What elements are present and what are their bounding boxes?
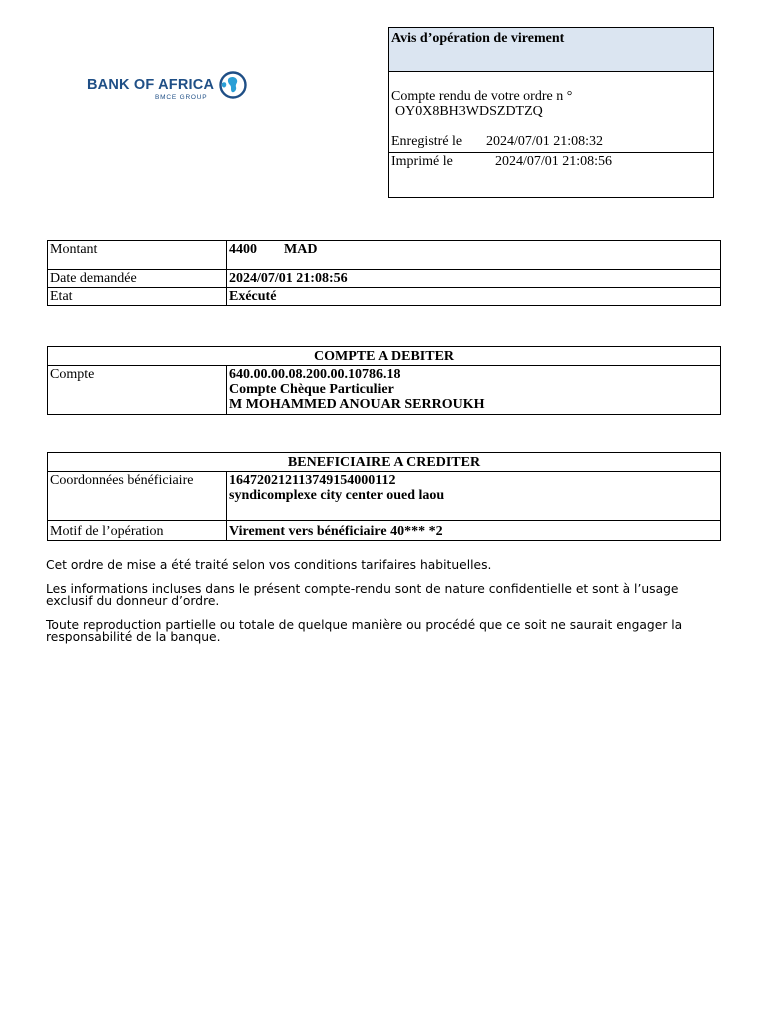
bank-logo [87,70,247,104]
logo-name: BANK OF AFRICA [87,77,215,93]
order-number: OY0X8BH3WDSZDTZQ [395,104,543,119]
notes [46,559,726,655]
montant-label: Montant [48,241,227,270]
table-row [48,270,721,288]
debit-table [47,346,721,415]
table-row [48,241,721,270]
beneficiary-details [227,472,721,521]
table-row [48,347,721,366]
coord-label: Coordonnées bénéficiaire [48,472,227,521]
etat-value: Exécuté [227,288,721,306]
avis-title: Avis d’opération de virement [389,28,713,72]
table-row [48,453,721,472]
globe-icon [218,70,248,100]
account-number: 640.00.00.08.200.00.10786.18 [229,367,401,382]
account-holder: M MOHAMMED ANOUAR SERROUKH [229,397,485,412]
avis-box [388,27,714,198]
imprime-value: 2024/07/01 21:08:56 [495,154,613,169]
account-type: Compte Chèque Particulier [229,382,394,397]
debit-details [227,366,721,415]
motif-value: Virement vers bénéficiaire 40*** *2 [227,521,721,541]
currency: MAD [284,242,318,257]
beneficiary-name: syndicomplexe city center oued laou [229,488,445,503]
date-label: Date demandée [48,270,227,288]
compte-rendu-label: Compte rendu de votre ordre n ° [391,89,573,104]
enregistre-value: 2024/07/01 21:08:32 [486,134,604,149]
note-confidential: Les informations incluses dans le présent compte-rendu sont de nature confidentielle et sont à l’usage exclusif du donneur d’ordre. [46,581,679,608]
logo-group: BMCE GROUP [155,94,208,101]
debit-header: COMPTE A DEBITER [48,347,721,366]
montant-value: 4400 [229,242,257,257]
note-tarif: Cet ordre de mise a été traité selon vos conditions tarifaires habituelles. [46,558,492,572]
etat-label: Etat [48,288,227,306]
table-row [48,472,721,521]
date-value: 2024/07/01 21:08:56 [227,270,721,288]
imprime-label: Imprimé le [391,154,453,169]
note-reproduction: Toute reproduction partielle ou totale de quelque manière ou procédé que ce soit ne saurait engager la responsabilité de la banque. [46,617,683,644]
table-row [48,288,721,306]
credit-header: BENEFICIAIRE A CREDITER [48,453,721,472]
motif-label: Motif de l’opération [48,521,227,541]
montant-cell [227,241,721,270]
compte-label: Compte [48,366,227,415]
enregistre-label: Enregistré le [391,134,463,149]
summary-table [47,240,721,306]
beneficiary-rib: 164720212113749154000112 [229,473,396,488]
credit-table [47,452,721,541]
table-row [48,366,721,415]
table-row [48,521,721,541]
avis-divider [389,152,713,153]
